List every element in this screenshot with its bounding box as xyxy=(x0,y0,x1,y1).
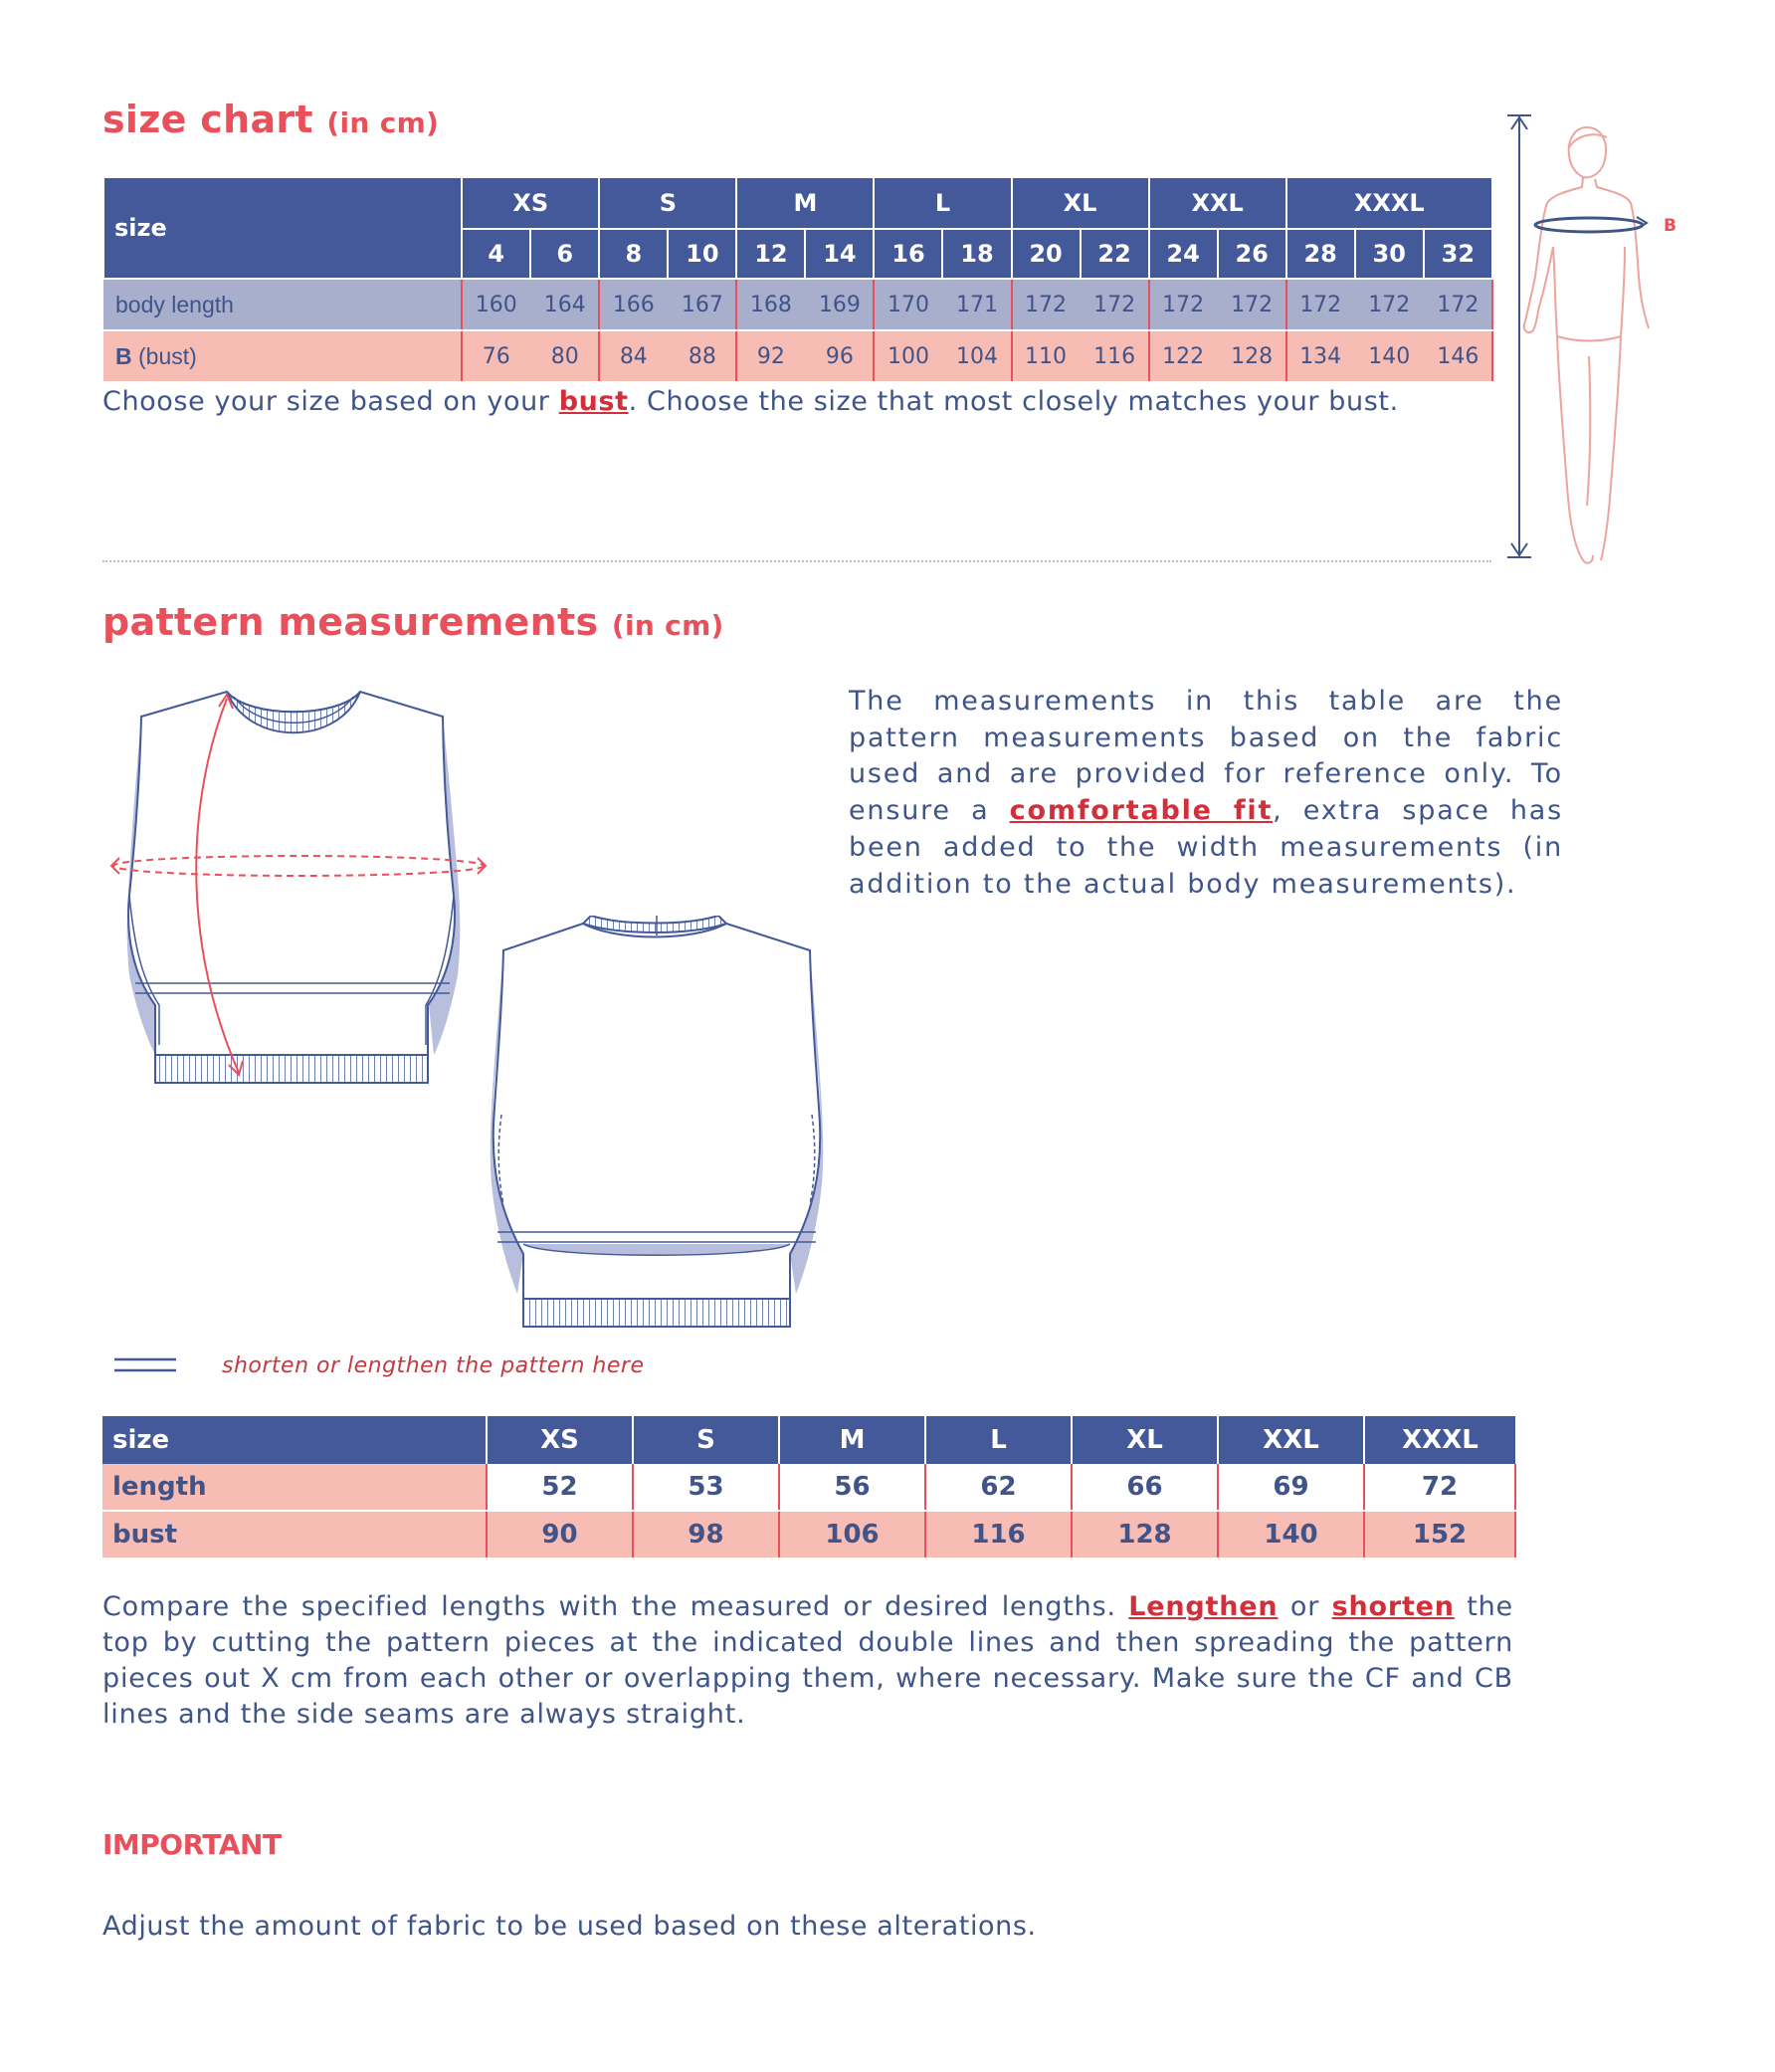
bust-link[interactable]: bust xyxy=(558,386,629,417)
size-note xyxy=(102,384,1399,420)
pattern-title xyxy=(102,600,724,644)
size-group-l: L xyxy=(874,177,1011,229)
size-number: 20 xyxy=(1012,229,1081,279)
table-cell: 92 xyxy=(736,330,805,381)
table-cell: 106 xyxy=(779,1511,925,1557)
length-label: length xyxy=(102,1464,487,1511)
table-cell: 96 xyxy=(805,330,874,381)
pattern-size-xxxl: XXXL xyxy=(1364,1416,1515,1464)
pattern-title-text: pattern measurements xyxy=(102,600,599,644)
table-cell: 169 xyxy=(805,279,874,330)
body-length-label: body length xyxy=(103,279,462,330)
table-cell: 116 xyxy=(1081,330,1149,381)
table-cell: 104 xyxy=(942,330,1011,381)
front-garment-illustration xyxy=(99,677,517,1095)
section-divider xyxy=(102,560,1491,562)
table-cell: 164 xyxy=(530,279,599,330)
table-cell: 152 xyxy=(1364,1511,1515,1557)
table-cell: 128 xyxy=(1218,330,1286,381)
compare-text: Compare the specified lengths with the measured or desired lengths. xyxy=(102,1591,1129,1622)
table-cell: 172 xyxy=(1012,279,1081,330)
table-cell: 140 xyxy=(1355,330,1424,381)
size-group-xs: XS xyxy=(462,177,599,229)
length-row xyxy=(102,1464,1515,1511)
size-note-text-end: . Choose the size that most closely matches your bust. xyxy=(628,386,1399,417)
compare-paragraph xyxy=(102,1589,1513,1733)
size-chart-table xyxy=(102,176,1493,381)
table-cell: 100 xyxy=(874,330,942,381)
important-title: IMPORTANT xyxy=(102,1828,282,1861)
size-number: 10 xyxy=(668,229,736,279)
table-cell: 160 xyxy=(462,279,530,330)
table-cell: 116 xyxy=(925,1511,1072,1557)
size-number: 18 xyxy=(942,229,1011,279)
body-length-row xyxy=(103,279,1492,330)
table-cell: 168 xyxy=(736,279,805,330)
table-cell: 98 xyxy=(633,1511,779,1557)
bust-label: bust xyxy=(102,1511,487,1557)
size-number: 24 xyxy=(1149,229,1218,279)
pattern-size-s: S xyxy=(633,1416,779,1464)
lengthen-link[interactable]: Lengthen xyxy=(1128,1591,1279,1622)
table-cell: 84 xyxy=(599,330,668,381)
compare-text-end: the top by cutting the pattern pieces at the indicated double lines and then spreading the pattern pieces out X cm from each other or overlapping them, where necessary. Make sure the CF and CB lines and the side seams are always straight. xyxy=(102,1591,1513,1730)
pattern-description-text-end: , extra space has been added to the width measurements (in addition to the actual body measurements). xyxy=(849,795,1563,900)
pattern-size-xs: XS xyxy=(487,1416,633,1464)
size-number: 4 xyxy=(462,229,530,279)
pattern-table xyxy=(102,1416,1516,1557)
table-cell: 172 xyxy=(1218,279,1286,330)
table-cell: 172 xyxy=(1424,279,1492,330)
figure-b-label: B xyxy=(1664,216,1676,236)
size-number: 28 xyxy=(1286,229,1355,279)
size-number: 32 xyxy=(1424,229,1492,279)
table-cell: 52 xyxy=(487,1464,633,1511)
comfortable-fit-link[interactable]: comfortable fit xyxy=(1009,795,1274,827)
table-cell: 122 xyxy=(1149,330,1218,381)
size-number: 26 xyxy=(1218,229,1286,279)
table-cell: 76 xyxy=(462,330,530,381)
table-cell: 172 xyxy=(1149,279,1218,330)
table-cell: 56 xyxy=(779,1464,925,1511)
size-header-label: size xyxy=(103,177,462,279)
table-cell: 90 xyxy=(487,1511,633,1557)
table-cell: 110 xyxy=(1012,330,1081,381)
size-number: 12 xyxy=(736,229,805,279)
table-cell: 134 xyxy=(1286,330,1355,381)
table-cell: 172 xyxy=(1081,279,1149,330)
bust-label-letter: B xyxy=(115,342,132,369)
size-chart-title-text: size chart xyxy=(102,98,313,141)
size-number: 16 xyxy=(874,229,942,279)
size-group-m: M xyxy=(736,177,874,229)
table-cell: 167 xyxy=(668,279,736,330)
pattern-size-xl: XL xyxy=(1072,1416,1218,1464)
table-cell: 166 xyxy=(599,279,668,330)
table-cell: 62 xyxy=(925,1464,1072,1511)
pattern-size-m: M xyxy=(779,1416,925,1464)
size-group-s: S xyxy=(599,177,736,229)
size-chart-title xyxy=(102,98,439,141)
table-cell: 172 xyxy=(1355,279,1424,330)
woman-silhouette-icon xyxy=(1524,127,1649,563)
pattern-size-l: L xyxy=(925,1416,1072,1464)
table-cell: 72 xyxy=(1364,1464,1515,1511)
pattern-size-xxl: XXL xyxy=(1218,1416,1364,1464)
table-cell: 69 xyxy=(1218,1464,1364,1511)
legend-text: shorten or lengthen the pattern here xyxy=(222,1353,645,1378)
table-cell: 172 xyxy=(1286,279,1355,330)
table-cell: 146 xyxy=(1424,330,1492,381)
table-cell: 171 xyxy=(942,279,1011,330)
bust-label xyxy=(103,330,462,381)
pattern-description xyxy=(849,684,1563,903)
size-group-xxxl: XXXL xyxy=(1286,177,1492,229)
bust-row xyxy=(103,330,1492,381)
bust-label-rest: (bust) xyxy=(131,342,197,369)
bust-row xyxy=(102,1511,1515,1557)
back-garment-illustration xyxy=(488,916,826,1334)
table-cell: 128 xyxy=(1072,1511,1218,1557)
table-cell: 140 xyxy=(1218,1511,1364,1557)
size-group-xxl: XXL xyxy=(1149,177,1286,229)
pattern-description-text: The measurements in this table are the pattern measurements based on the fabric used and are provided for reference only. To ensure a xyxy=(849,686,1563,827)
table-cell: 80 xyxy=(530,330,599,381)
size-note-text: Choose your size based on your xyxy=(102,386,559,417)
important-text: Adjust the amount of fabric to be used based on these alterations. xyxy=(102,1911,1037,1942)
table-cell: 170 xyxy=(874,279,942,330)
size-group-xl: XL xyxy=(1012,177,1149,229)
table-cell: 88 xyxy=(668,330,736,381)
compare-text-or: or xyxy=(1278,1591,1332,1622)
table-cell: 66 xyxy=(1072,1464,1218,1511)
pattern-unit: (in cm) xyxy=(611,609,724,642)
size-number: 14 xyxy=(805,229,874,279)
body-figure xyxy=(1497,107,1696,573)
size-chart-unit: (in cm) xyxy=(326,106,440,139)
size-number: 30 xyxy=(1355,229,1424,279)
bust-measure-line xyxy=(1535,218,1643,232)
size-number: 22 xyxy=(1081,229,1149,279)
size-number: 6 xyxy=(530,229,599,279)
shorten-link[interactable]: shorten xyxy=(1331,1591,1455,1622)
size-number: 8 xyxy=(599,229,668,279)
table-cell: 53 xyxy=(633,1464,779,1511)
pattern-size-label: size xyxy=(102,1416,487,1464)
double-line-legend-icon xyxy=(112,1353,178,1377)
